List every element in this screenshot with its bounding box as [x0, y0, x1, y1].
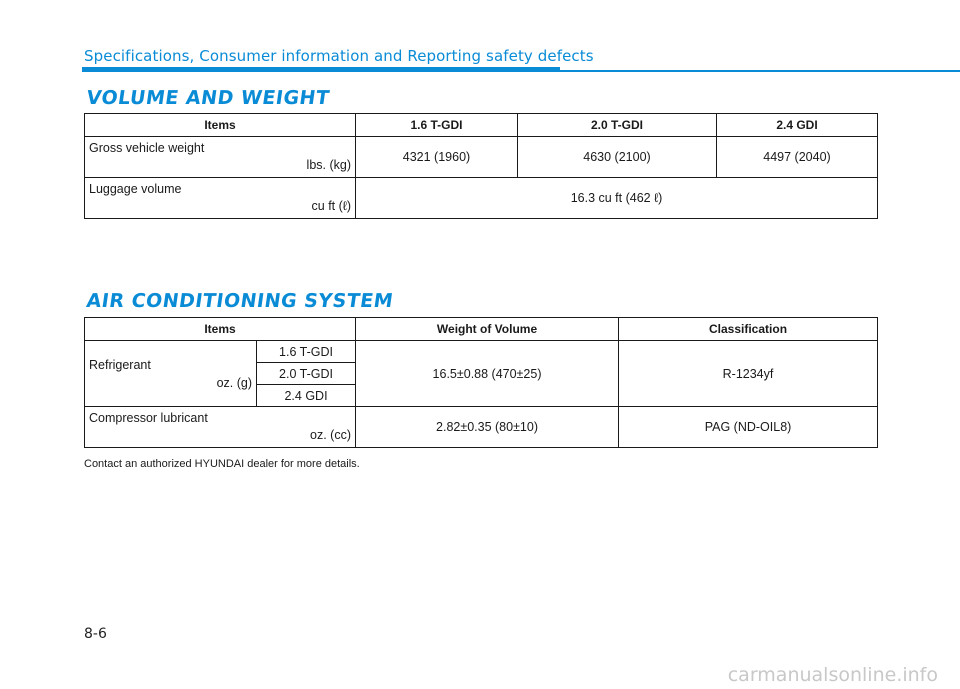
value-cell: 16.3 cu ft (462 ℓ) [356, 178, 878, 219]
row-unit: oz. (g) [216, 376, 252, 390]
value-cell: 4497 (2040) [717, 137, 878, 178]
engine-cell: 1.6 T-GDI [257, 341, 356, 363]
volume-weight-table [84, 113, 878, 219]
row-label-cell [85, 341, 257, 407]
watermark: carmanualsonline.info [727, 664, 938, 686]
row-unit: lbs. (kg) [306, 158, 351, 172]
row-label: Luggage volume [89, 182, 182, 196]
value-cell: R-1234yf [619, 341, 878, 407]
page-number: 8-6 [84, 626, 107, 642]
row-label-cell [85, 137, 356, 178]
dealer-note: Contact an authorized HYUNDAI dealer for more details. [84, 458, 360, 470]
column-header: 2.4 GDI [717, 114, 878, 137]
engine-cell: 2.4 GDI [257, 385, 356, 407]
row-unit: oz. (cc) [310, 428, 352, 442]
table-row [85, 178, 878, 219]
engine-cell: 2.0 T-GDI [257, 363, 356, 385]
air-conditioning-table [84, 317, 878, 448]
row-label: Compressor lubricant [89, 411, 208, 425]
column-header: Weight of Volume [356, 318, 619, 341]
value-cell: PAG (ND-OIL8) [619, 407, 878, 448]
row-unit: cu ft (ℓ) [311, 199, 351, 213]
table-row [85, 137, 878, 178]
volume-weight-title: VOLUME AND WEIGHT [85, 87, 331, 109]
column-header: Classification [619, 318, 878, 341]
header-accent-bar [82, 67, 560, 72]
table-row [85, 341, 878, 363]
value-cell: 16.5±0.88 (470±25) [356, 341, 619, 407]
section-header-title: Specifications, Consumer information and Reporting safety defects [84, 47, 594, 65]
value-cell: 2.82±0.35 (80±10) [356, 407, 619, 448]
row-label-cell [85, 178, 356, 219]
row-label: Refrigerant [89, 358, 151, 372]
column-header: Items [85, 318, 356, 341]
column-header: 2.0 T-GDI [518, 114, 717, 137]
value-cell: 4321 (1960) [356, 137, 518, 178]
row-label-cell [85, 407, 356, 448]
row-label: Gross vehicle weight [89, 141, 205, 155]
table-header-row [85, 114, 878, 137]
header-rule [560, 70, 960, 72]
air-conditioning-title: AIR CONDITIONING SYSTEM [85, 290, 395, 312]
value-cell: 4630 (2100) [518, 137, 717, 178]
table-header-row [85, 318, 878, 341]
column-header: Items [85, 114, 356, 137]
column-header: 1.6 T-GDI [356, 114, 518, 137]
table-row [85, 407, 878, 448]
